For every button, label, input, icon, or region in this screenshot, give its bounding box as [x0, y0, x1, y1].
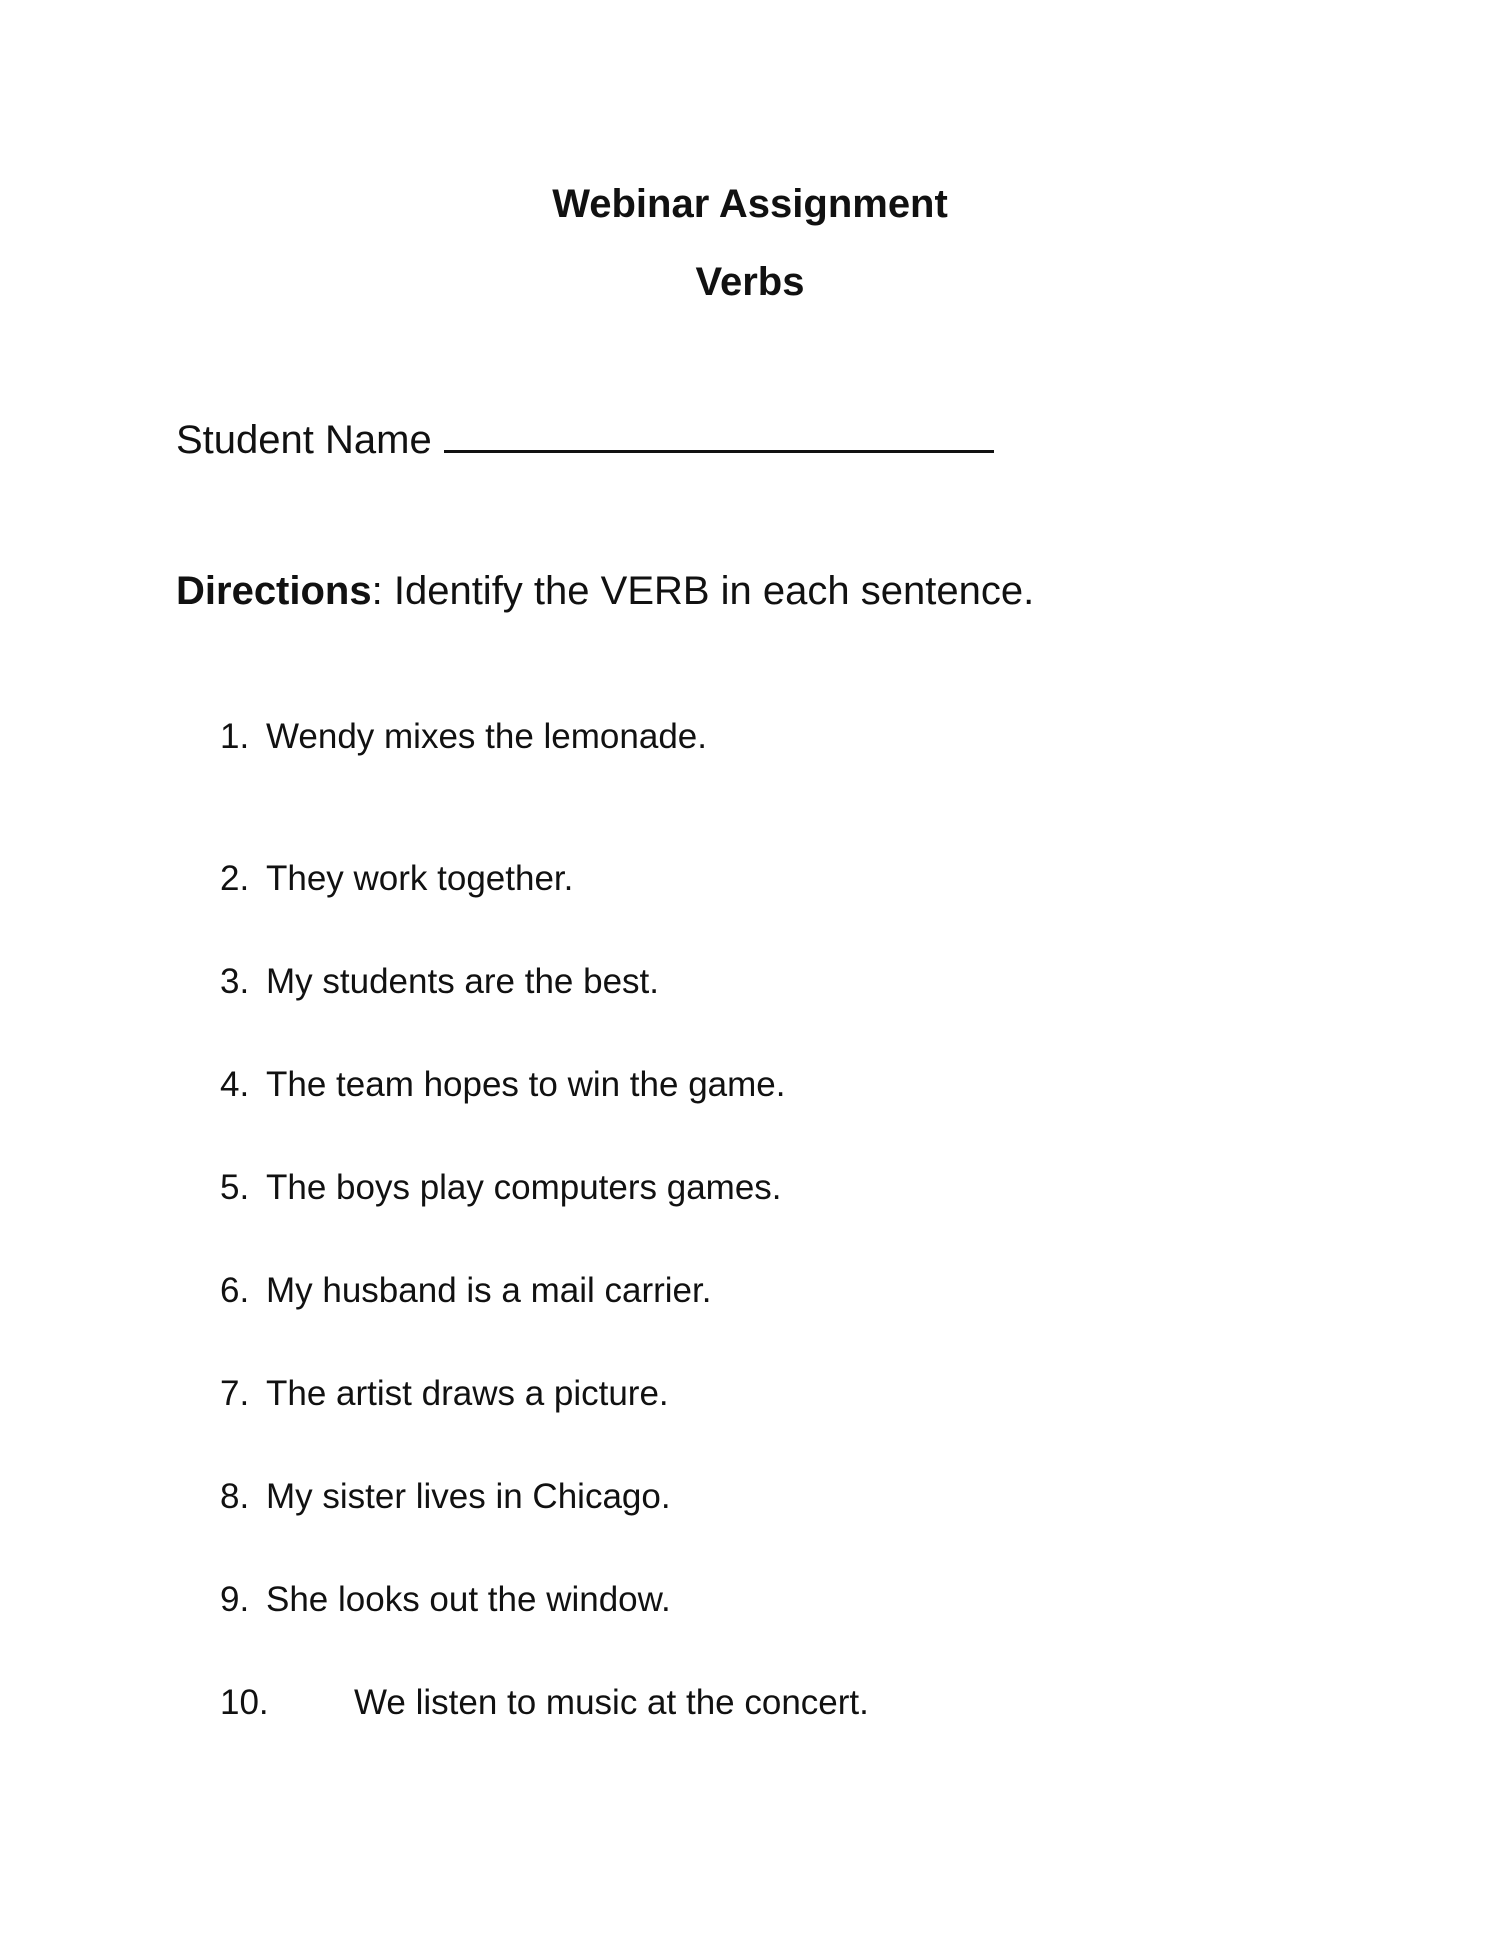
directions-label: Directions — [176, 569, 372, 613]
list-item — [220, 1372, 669, 1416]
item-number: 5. — [220, 1168, 250, 1207]
item-number: 7. — [220, 1374, 250, 1413]
list-item — [220, 1063, 785, 1107]
item-sentence: My students are the best. — [266, 962, 659, 1001]
item-number: 3. — [220, 962, 250, 1001]
item-number: 6. — [220, 1271, 250, 1310]
item-sentence: Wendy mixes the lemonade. — [266, 717, 707, 756]
item-sentence: My husband is a mail carrier. — [266, 1271, 712, 1310]
student-name-row — [176, 410, 994, 465]
page-title: Webinar Assignment — [552, 182, 948, 226]
list-item — [220, 857, 573, 901]
student-name-blank[interactable] — [444, 410, 994, 453]
item-sentence: She looks out the window. — [266, 1580, 671, 1619]
item-sentence: The team hopes to win the game. — [266, 1065, 786, 1104]
item-number: 8. — [220, 1477, 250, 1516]
list-item — [220, 1475, 671, 1519]
directions-text: : Identify the VERB in each sentence. — [371, 569, 1035, 613]
student-name-label: Student Name — [176, 418, 432, 462]
item-number: 10. — [220, 1683, 269, 1722]
page-subtitle: Verbs — [695, 260, 805, 304]
list-item — [220, 1269, 711, 1313]
list-item — [220, 1578, 671, 1622]
list-item — [220, 960, 659, 1004]
item-sentence: My sister lives in Chicago. — [266, 1477, 671, 1516]
list-item — [220, 1166, 782, 1210]
list-item — [220, 715, 707, 759]
item-number: 1. — [220, 717, 250, 756]
item-sentence: The artist draws a picture. — [266, 1374, 669, 1413]
item-number: 9. — [220, 1580, 250, 1619]
item-number: 4. — [220, 1065, 250, 1104]
item-sentence: They work together. — [266, 859, 574, 898]
list-item — [220, 1681, 869, 1725]
item-sentence: The boys play computers games. — [266, 1168, 782, 1207]
item-sentence: We listen to music at the concert. — [354, 1683, 869, 1722]
item-number: 2. — [220, 859, 250, 898]
directions — [176, 566, 1034, 616]
